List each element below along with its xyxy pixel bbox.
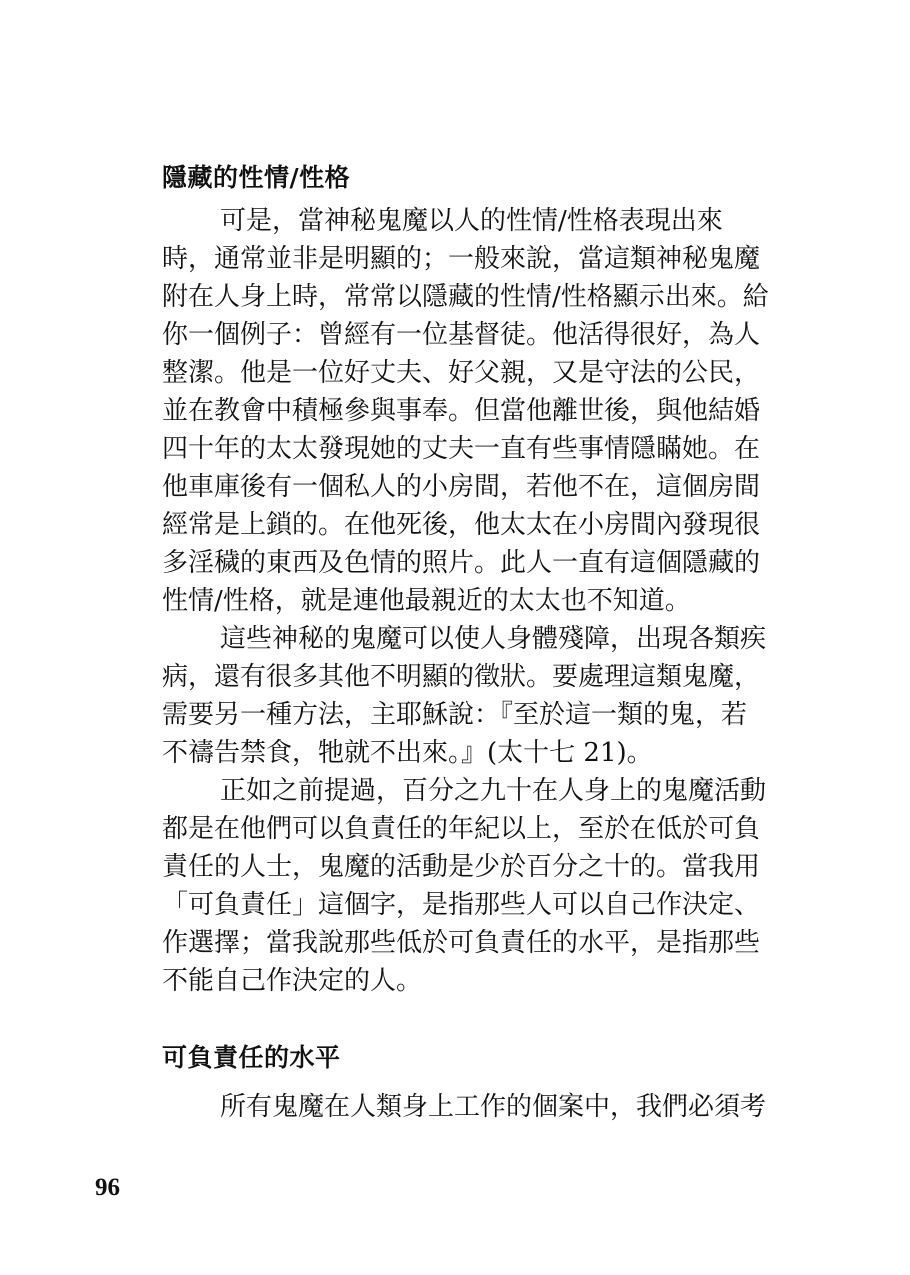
text-line: 四十年的太太發現她的丈夫一直有些事情隱瞞她。在 [162, 434, 761, 464]
text-line: 都是在他們可以負責任的年紀以上，至於在低於可負 [162, 814, 761, 844]
paragraph [162, 1088, 767, 1126]
paragraph [162, 202, 769, 620]
text-line: 責任的人士，鬼魔的活動是少於百分之十的。當我用 [162, 852, 761, 882]
text-line: 可是，當神秘鬼魔以人的性情/性格表現出來 [220, 206, 723, 236]
text-line: 正如之前提過，百分之九十在人身上的鬼魔活動 [220, 776, 767, 806]
text-line: 時，通常並非是明顯的；一般來說，當這類神秘鬼魔 [162, 244, 761, 274]
text-line: 所有鬼魔在人類身上工作的個案中，我們必須考 [220, 1092, 767, 1122]
text-line: 需要另一種方法，主耶穌說：『至於這一類的鬼，若 [162, 700, 748, 730]
page-number: 96 [95, 1174, 120, 1201]
text-line: 並在教會中積極參與事奉。但當他離世後，與他結婚 [162, 396, 761, 426]
text-line: 性情/性格，就是連他最親近的太太也不知道。 [162, 586, 691, 616]
text-line: 他車庫後有一個私人的小房間，若他不在，這個房間 [162, 472, 761, 502]
text-line: 經常是上鎖的。在他死後，他太太在小房間內發現很 [162, 510, 761, 540]
text-line: 作選擇；當我說那些低於可負責任的水平，是指那些 [162, 928, 761, 958]
text-line: 你一個例子：曾經有一位基督徒。他活得很好，為人 [162, 320, 761, 350]
paragraph [162, 772, 767, 1000]
text-line: 這些神秘的鬼魔可以使人身體殘障，出現各類疾 [220, 624, 767, 654]
paragraph [162, 620, 767, 772]
text-line: 多淫穢的東西及色情的照片。此人一直有這個隱藏的 [162, 548, 761, 578]
text-line: 不禱告禁食，牠就不出來。』(太十七 21)。 [162, 738, 653, 768]
section-heading-hidden-temperament: 隱藏的性情/性格 [162, 163, 351, 192]
text-line: 病，還有很多其他不明顯的徵狀。要處理這類鬼魔， [162, 662, 761, 692]
text-line: 不能自己作決定的人。 [162, 966, 423, 996]
section-heading-level-of-accountability: 可負責任的水平 [162, 1043, 341, 1072]
text-line: 整潔。他是一位好丈夫、好父親，又是守法的公民， [162, 358, 761, 388]
text-line: 附在人身上時，常常以隱藏的性情/性格顯示出來。給 [162, 282, 769, 312]
text-line: 「可負責任」這個字，是指那些人可以自己作決定、 [162, 890, 761, 920]
